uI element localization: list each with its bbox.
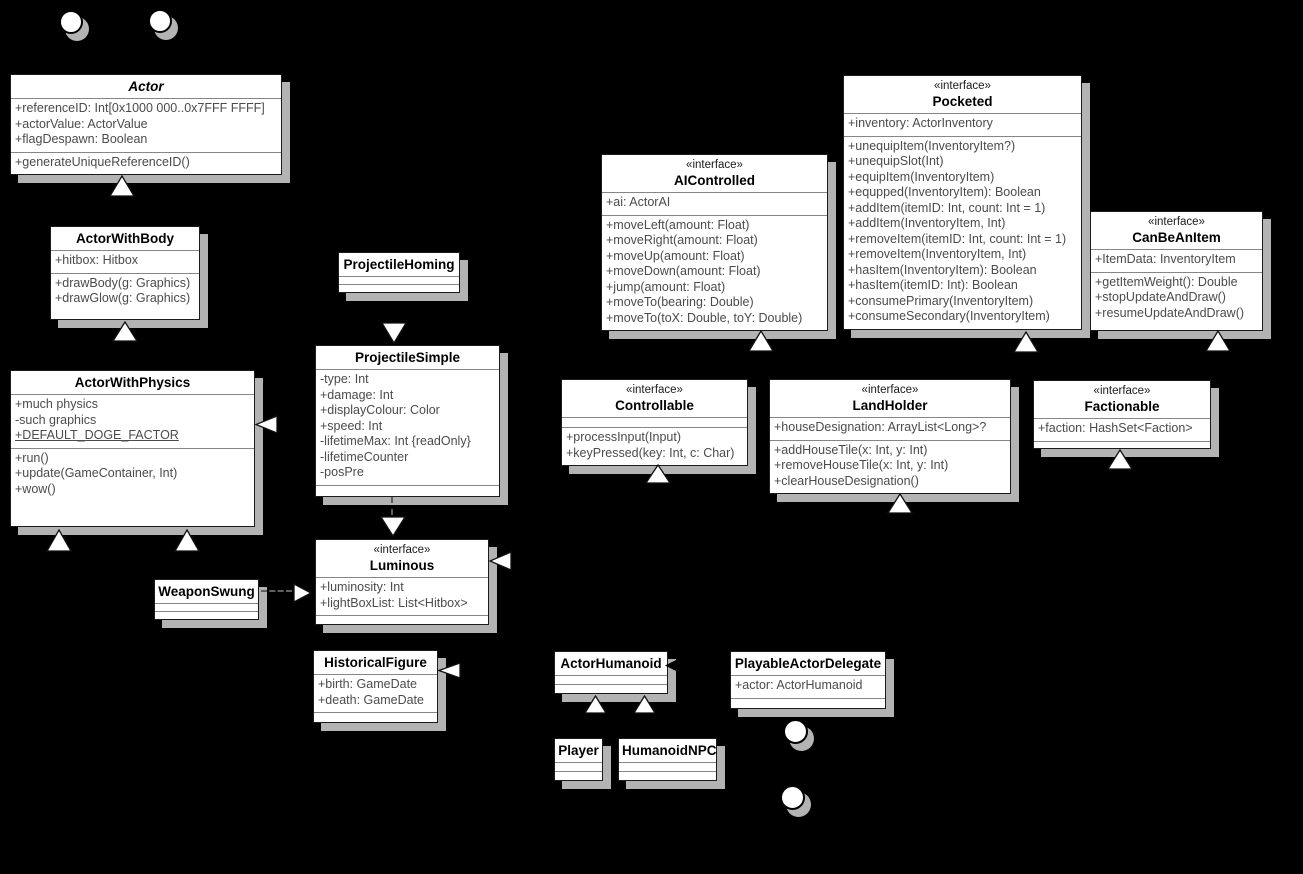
attribute: +hitbox: Hitbox <box>55 253 139 267</box>
stereotype-label: «interface» <box>1093 385 1151 397</box>
attributes-compartment <box>731 675 885 698</box>
class-title <box>555 739 602 762</box>
method: +wow() <box>15 481 56 496</box>
class-name: LandHolder <box>852 398 928 413</box>
attribute: +ItemData: InventoryItem <box>1095 252 1236 266</box>
stereotype-label: «interface» <box>861 384 919 396</box>
method: +consumeSecondary(InventoryItem) <box>848 309 1050 323</box>
methods-compartment <box>51 273 199 319</box>
method: +resumeUpdateAndDraw() <box>1095 305 1245 320</box>
method: +processInput(Input) <box>566 430 681 444</box>
class-title <box>314 651 437 674</box>
class-title <box>316 346 499 369</box>
attributes-compartment <box>316 577 488 615</box>
generalization-arrowhead <box>645 464 671 484</box>
directed-association-arrowhead <box>664 658 679 673</box>
method: +equpped(InventoryItem): Boolean <box>848 185 1041 199</box>
method: +equipItem(InventoryItem) <box>848 169 995 184</box>
stereotype-label: «interface» <box>1148 216 1205 228</box>
attribute: -type: Int <box>320 372 369 386</box>
method: +stopUpdateAndDraw() <box>1095 290 1226 304</box>
attributes-compartment <box>602 192 827 215</box>
method: +removeItem(InventoryItem, Int) <box>848 247 1027 261</box>
method: +addHouseTile(x: Int, y: Int) <box>774 442 928 457</box>
class-title <box>316 540 488 577</box>
class-title <box>339 253 459 276</box>
attributes-compartment <box>844 113 1081 136</box>
method: +addItem(InventoryItem, Int) <box>848 216 1006 230</box>
attribute: +DEFAULT_DOGE_FACTOR <box>15 428 179 442</box>
attribute: +displayColour: Color <box>320 403 440 417</box>
class-name: ActorHumanoid <box>560 656 662 671</box>
method: +getItemWeight(): Double <box>1095 274 1238 289</box>
generalization-arrowhead <box>748 330 774 352</box>
method: +moveDown(amount: Float) <box>606 264 761 278</box>
interface-lollipop[interactable] <box>59 10 83 34</box>
class-title <box>602 155 827 192</box>
stereotype-label: «interface» <box>373 544 431 556</box>
stereotype-label: «interface» <box>626 384 683 396</box>
class-name: ProjectileHoming <box>343 257 455 272</box>
class-name: Controllable <box>615 398 694 413</box>
attribute: +luminosity: Int <box>320 580 404 594</box>
method: +hasItem(InventoryItem): Boolean <box>848 262 1037 277</box>
method: +moveUp(amount: Float) <box>606 248 745 263</box>
attributes-compartment <box>11 98 281 152</box>
class-name: Player <box>558 743 599 758</box>
method: +keyPressed(key: Int, c: Char) <box>566 445 735 460</box>
attributes-compartment <box>51 250 199 273</box>
methods-compartment <box>1091 272 1262 330</box>
class-name: Factionable <box>1084 399 1160 414</box>
empty-compartment <box>155 603 258 611</box>
method: +consumePrimary(InventoryItem) <box>848 293 1034 308</box>
class-title <box>770 380 1010 417</box>
attribute: +birth: GameDate <box>318 677 418 691</box>
method: +moveTo(toX: Double, toY: Double) <box>606 310 803 325</box>
generalization-arrowhead <box>112 321 138 342</box>
generalization-arrowhead <box>584 695 607 714</box>
method: +removeHouseTile(x: Int, y: Int) <box>774 458 949 472</box>
method: +update(GameContainer, Int) <box>15 466 178 480</box>
method: +generateUniqueReferenceID() <box>15 154 190 169</box>
class-title <box>51 227 199 250</box>
empty-compartment <box>619 771 716 780</box>
class-name: ProjectileSimple <box>354 350 461 365</box>
attributes-compartment <box>562 417 747 427</box>
realization-arrowhead <box>293 583 312 603</box>
class-title <box>844 76 1081 113</box>
attribute: -lifetimeMax: Int {readOnly} <box>320 434 471 448</box>
method: +jump(amount: Float) <box>606 279 726 294</box>
attribute: +referenceID: Int[0x1000 000..0x7FFF FFFF] <box>15 101 265 115</box>
class-pocketed[interactable] <box>843 75 1082 330</box>
empty-compartment <box>555 771 602 780</box>
class-actor-humanoid[interactable] <box>554 651 668 694</box>
attribute: +flagDespawn: Boolean <box>15 132 148 146</box>
attributes-compartment <box>11 394 254 448</box>
dashed-edge-segment <box>261 590 292 592</box>
class-name: ActorWithPhysics <box>74 375 191 390</box>
method: +moveLeft(amount: Float) <box>606 217 750 232</box>
attribute: +inventory: ActorInventory <box>848 116 993 130</box>
attributes-compartment <box>770 417 1010 440</box>
attribute: +damage: Int <box>320 387 394 402</box>
class-projectile-homing[interactable] <box>338 252 460 293</box>
method: +moveTo(bearing: Double) <box>606 295 754 309</box>
attribute: +lightBoxList: List<Hitbox> <box>320 595 468 610</box>
method: +hasItem(itemID: Int): Boolean <box>848 278 1018 292</box>
methods-compartment <box>770 440 1010 494</box>
methods-compartment <box>11 448 254 526</box>
attribute: +faction: HashSet<Faction> <box>1038 421 1193 435</box>
attribute: +actor: ActorHumanoid <box>735 678 863 692</box>
generalization-arrowhead <box>1205 330 1231 352</box>
generalization-arrowhead <box>1107 449 1133 470</box>
methods-compartment <box>844 136 1081 329</box>
class-title <box>155 580 258 603</box>
class-can-be-an-item[interactable] <box>1090 211 1263 331</box>
class-title <box>11 371 254 394</box>
generalization-arrowhead <box>46 529 72 552</box>
class-name: Actor <box>128 79 164 94</box>
method: +unequipItem(InventoryItem?) <box>848 138 1016 153</box>
class-title <box>562 380 747 417</box>
methods-compartment <box>1034 441 1210 448</box>
generalization-arrowhead <box>1013 331 1039 353</box>
stereotype-label: «interface» <box>686 159 743 171</box>
generalization-arrowhead <box>381 322 407 344</box>
generalization-arrowhead <box>109 175 135 197</box>
class-name: HistoricalFigure <box>324 655 427 670</box>
empty-compartment <box>555 675 667 684</box>
class-land-holder[interactable] <box>769 379 1011 494</box>
class-name: CanBeAnItem <box>1132 230 1221 245</box>
methods-compartment <box>316 615 488 624</box>
generalization-arrowhead <box>887 493 913 514</box>
empty-compartment <box>619 762 716 771</box>
class-factionable[interactable] <box>1033 380 1211 449</box>
class-title <box>1034 381 1210 418</box>
class-title <box>731 652 885 675</box>
attribute: +death: GameDate <box>318 692 424 707</box>
attribute: +much physics <box>15 397 99 411</box>
generalization-arrowhead <box>174 529 200 552</box>
class-name: Luminous <box>369 558 435 573</box>
class-title <box>619 739 716 762</box>
dashed-edge-segment <box>391 497 393 515</box>
methods-compartment <box>314 712 437 722</box>
stereotype-label: «interface» <box>934 80 991 92</box>
class-luminous[interactable] <box>315 539 489 625</box>
class-projectile-simple[interactable] <box>315 345 500 497</box>
class-humanoid-npc[interactable] <box>618 738 717 781</box>
attribute: +speed: Int <box>320 418 383 433</box>
class-controllable[interactable] <box>561 379 748 466</box>
class-name: WeaponSwung <box>158 584 255 599</box>
interface-lollipop[interactable] <box>148 9 172 33</box>
class-actor[interactable] <box>10 74 282 175</box>
empty-compartment <box>339 276 459 284</box>
realization-arrowhead <box>489 551 512 571</box>
realization-arrowhead <box>438 662 461 679</box>
methods-compartment <box>602 215 827 331</box>
class-title <box>555 652 667 675</box>
method: +addItem(itemID: Int, count: Int = 1) <box>848 200 1046 215</box>
methods-compartment <box>562 427 747 465</box>
class-actor-with-physics[interactable] <box>10 370 255 527</box>
empty-compartment <box>339 284 459 292</box>
class-aicontrolled[interactable] <box>601 154 828 331</box>
methods-compartment <box>731 698 885 708</box>
class-name: PlayableActorDelegate <box>734 656 882 671</box>
method: +drawGlow(g: Graphics) <box>55 291 191 305</box>
attributes-compartment <box>1034 418 1210 441</box>
realization-arrowhead <box>255 415 278 434</box>
method: +unequipSlot(Int) <box>848 154 944 168</box>
class-name: ActorWithBody <box>75 231 175 246</box>
attribute: +actorValue: ActorValue <box>15 116 148 131</box>
methods-compartment <box>316 485 499 496</box>
attribute: -lifetimeCounter <box>320 449 409 464</box>
class-weapon-swung[interactable] <box>154 579 259 620</box>
empty-compartment <box>155 611 258 619</box>
empty-compartment <box>555 762 602 771</box>
interface-lollipop[interactable] <box>780 785 805 810</box>
attributes-compartment <box>316 369 499 485</box>
class-title <box>11 75 281 98</box>
class-name: HumanoidNPC <box>622 743 717 758</box>
attribute: +ai: ActorAI <box>606 195 671 209</box>
class-player[interactable] <box>554 738 603 781</box>
attributes-compartment <box>1091 249 1262 272</box>
attribute: +houseDesignation: ArrayList<Long>? <box>774 420 987 434</box>
interface-lollipop[interactable] <box>783 719 808 744</box>
method: +drawBody(g: Graphics) <box>55 275 191 290</box>
class-title <box>1091 212 1262 249</box>
class-name: AIControlled <box>674 173 755 188</box>
realization-arrowhead <box>380 516 406 537</box>
attribute: -such graphics <box>15 412 97 427</box>
class-historical-figure[interactable] <box>313 650 438 723</box>
class-actor-with-body[interactable] <box>50 226 200 320</box>
class-playable-actor-delegate[interactable] <box>730 651 886 709</box>
attribute: -posPre <box>320 465 364 479</box>
class-name: Pocketed <box>932 94 993 109</box>
empty-compartment <box>555 684 667 693</box>
method: +moveRight(amount: Float) <box>606 233 758 247</box>
method: +clearHouseDesignation() <box>774 473 919 488</box>
method: +removeItem(itemID: Int, count: Int = 1) <box>848 231 1067 246</box>
method: +run() <box>15 450 49 465</box>
methods-compartment <box>11 152 281 175</box>
attributes-compartment <box>314 674 437 712</box>
generalization-arrowhead <box>633 695 656 714</box>
